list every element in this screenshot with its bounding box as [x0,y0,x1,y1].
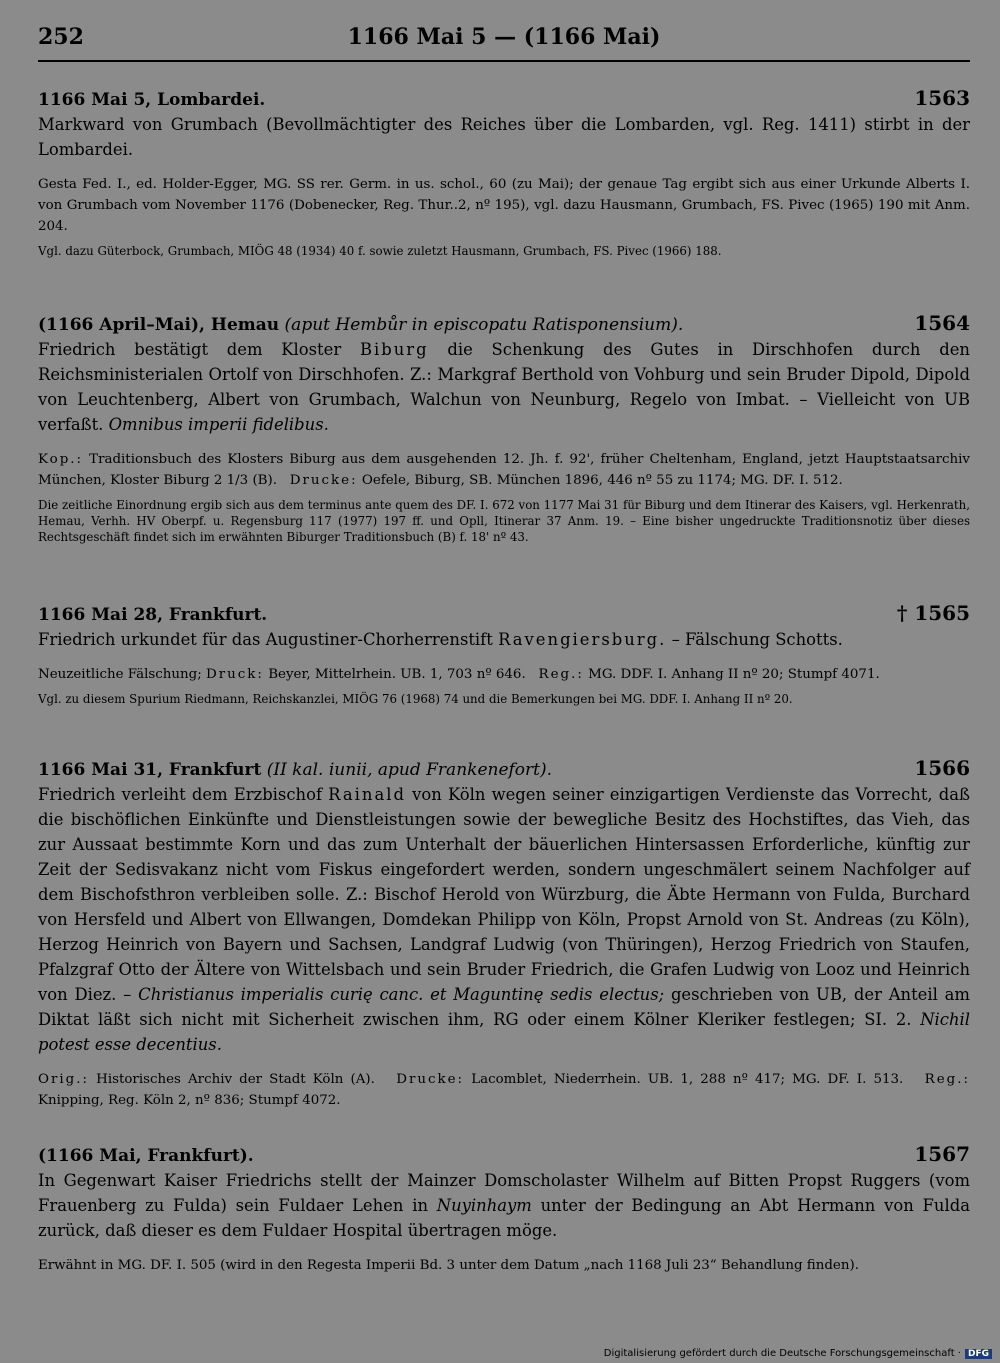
source-label: Drucke: [396,1072,465,1087]
source-text: Oefele, Biburg, SB. München 1896, 446 nº 55 zu 1174; MG. DF. I. 512. [361,473,843,488]
running-title: 1166 Mai 5 — (1166 Mai) [347,24,661,50]
entry-heading [38,756,970,782]
entry-text: Markward von Grumbach (Bevollmächtigter des Reiches über die Lombarden, vgl. Reg. 1411) stirbt in der Lombardei. [38,115,970,159]
entry-number: 1566 [914,756,970,780]
text-run: Friedrich urkundet für das Augustiner-Chorherrenstift [38,630,493,649]
entry-sources: Erwähnt in MG. DF. I. 505 (wird in den Regesta Imperii Bd. 3 unter dem Datum „nach 1168 Juli 23“ Behandlung finden). [38,1258,859,1273]
entry-date-place: 1166 Mai 28, Frankfurt. [38,605,268,625]
entry-sources [38,1069,970,1111]
regest-entry-1567 [38,1142,970,1276]
entry-text [38,337,970,437]
entry-commentary: Vgl. dazu Güterbock, Grumbach, MIÖG 48 (1934) 40 f. sowie zuletzt Hausmann, Grumbach, FS. Pivec (1966) 188. [38,244,722,258]
source-text: MG. DDF. I. Anhang II nº 20; Stumpf 4071. [588,667,880,682]
page [38,24,970,1273]
text-run: Friedrich verleiht dem Erzbischof [38,785,323,804]
source-text: Historisches Archiv der Stadt Köln (A). [96,1072,375,1087]
entry-date-place: (1166 April–Mai), Hemau [38,315,280,335]
source-label: Reg.: [538,667,584,682]
source-text: Beyer, Mittelrhein. UB. 1, 703 nº 646. [268,667,526,682]
page-header [38,24,970,62]
dfg-logo: DFG [965,1349,992,1359]
entry-heading [38,86,970,112]
spaced-name: Rainald [328,785,406,804]
entry-text [38,782,970,1057]
text-run: In Gegenwart Kaiser Friedrichs stellt der Mainzer Domscholaster Wilhelm auf Bitten Propst Ruggers (vom Frauenberg zu Fulda) sein Fuldaer Lehen in [38,1171,970,1215]
spaced-name: Ravengiersburg. [498,630,667,649]
entry-number: † 1565 [896,601,970,625]
digitization-credit [604,1348,992,1359]
entry-text [38,627,970,652]
source-text: Neuzeitliche Fälschung; [38,667,202,682]
source-label: Reg.: [924,1072,970,1087]
entry-place-latin: (aput Hembůr in episcopatu Ratisponensium). [284,315,684,335]
entry-sources [38,664,970,685]
entry-commentary: Die zeitliche Einordnung ergib sich aus dem terminus ante quem des DF. I. 672 von 1177 Mai 31 für Biburg und dem Itinerar des Kaisers, vgl. Herkenrath, Hemau, Verhh. HV Oberpf. u. Regensburg 117 (1977) 197 ff. und Opll, Itinerar 37 Anm. 19. – Eine bisher ungedruckte Traditionsnotiz über dieses Rechtsgeschäft findet sich im erwähnten Biburger Traditionsbuch (B) f. 18' nº 43. [38,498,970,544]
source-label: Druck: [206,667,264,682]
entry-heading [38,1142,970,1168]
regest-entry-1563 [38,86,970,259]
source-label: Orig.: [38,1072,90,1087]
regest-entry-1564 [38,311,970,545]
entry-sources: Gesta Fed. I., ed. Holder-Egger, MG. SS rer. Germ. in us. schol., 60 (zu Mai); der genaue Tag ergibt sich aus einer Urkunde Alberts I. von Grumbach vom November 1176 (Dobenecker, Reg. Thur..2, nº 195), vgl. dazu Hausmann, Grumbach, FS. Pivec (1965) 190 mit Anm. 204. [38,177,970,234]
entry-date-place: 1166 Mai 5, Lombardei. [38,90,266,110]
latin-text: Nuyinhaym [436,1196,532,1215]
entry-heading [38,311,970,337]
source-text: Lacomblet, Niederrhein. UB. 1, 288 nº 417; MG. DF. I. 513. [471,1072,904,1087]
regest-entry-1566 [38,756,970,1111]
entry-place-latin: (II kal. iunii, apud Frankenefort). [266,760,553,780]
regest-entry-1565 [38,601,970,707]
text-run: – Fälschung Schotts. [671,630,843,649]
entry-heading [38,601,970,627]
spaced-name: Biburg [359,340,429,359]
credit-text: Digitalisierung gefördert durch die Deutsche Forschungsgemeinschaft · [603,1348,961,1359]
text-run: Friedrich bestätigt dem Kloster [38,340,342,359]
entry-date-place: 1166 Mai 31, Frankfurt [38,760,262,780]
entry-commentary: Vgl. zu diesem Spurium Riedmann, Reichskanzlei, MIÖG 76 (1968) 74 und die Bemerkungen bei MG. DDF. I. Anhang II nº 20. [38,692,793,706]
source-label: Drucke: [289,473,358,488]
entry-text [38,1168,970,1243]
latin-incipit: Nichil potest esse decentius. [38,1010,970,1054]
entry-number: 1563 [914,86,970,110]
source-text: Traditionsbuch des Klosters Biburg aus dem ausgehenden 12. Jh. f. 92', früher Cheltenham, England, jetzt Hauptstaatsarchiv München, Kloster Biburg 2 1/3 (B). [38,452,970,488]
entry-number: 1567 [914,1142,970,1166]
text-run: die Schenkung des Gutes in Dirschhofen durch den Reichsministerialen Ortolf von Dirschhofen. Z.: Markgraf Berthold von Vohburg und sein Bruder Dipold, Dipold von Leuchtenberg, Albert von Grumbach, Walchun von Neunburg, Regelo von Imbat. – Vielleicht von UB verfaßt. [38,340,970,434]
page-number: 252 [38,24,84,50]
entry-number: 1564 [914,311,970,335]
text-run: geschrieben von UB, der Anteil am Diktat läßt sich nicht mit Sicherheit zwischen ihm, RG oder einem Kölner Kleriker festlegen; SI. 2. [38,985,970,1029]
source-label: Kop.: [38,452,84,467]
text-run: von Köln wegen seiner einzigartigen Verdienste das Vorrecht, daß die bischöflichen Einkünfte und Dienstleistungen sowie der bewegliche Besitz des Hochstiftes, das Vieh, das zur Aussaat bestimmte Korn und das zum Unterhalt der bäuerlichen Hintersassen Erforderliche, künftig zur Zeit der Sedisvakanz nicht vom Fiskus eingefordert werden, sondern ungeschmälert seinem Nachfolger auf dem Bischofsthron verbleiben solle. Z.: Bischof Herold von Würzburg, die Äbte Hermann von Fulda, Burchard von Hersfeld und Albert von Ellwangen, Domdekan Philipp von Köln, Propst Arnold von St. Andreas (zu Köln), Herzog Heinrich von Bayern und Sachsen, Landgraf Ludwig (von Thüringen), Herzog Friedrich von Staufen, Pfalzgraf Otto der Ältere von Wittelsbach und sein Bruder Friedrich, die Grafen Ludwig von Looz und Heinrich von Diez. – [38,785,970,1004]
source-text: Knipping, Reg. Köln 2, nº 836; Stumpf 4072. [38,1093,341,1108]
latin-text: Christianus imperialis curię canc. et Maguntinę sedis electus; [138,985,665,1004]
text-run: unter der Bedingung an Abt Hermann von Fulda zurück, daß dieser es dem Fuldaer Hospital übertragen möge. [38,1196,970,1240]
latin-incipit: Omnibus imperii fidelibus. [108,415,329,434]
entry-sources [38,449,970,491]
entry-date-place: (1166 Mai, Frankfurt). [38,1146,254,1166]
